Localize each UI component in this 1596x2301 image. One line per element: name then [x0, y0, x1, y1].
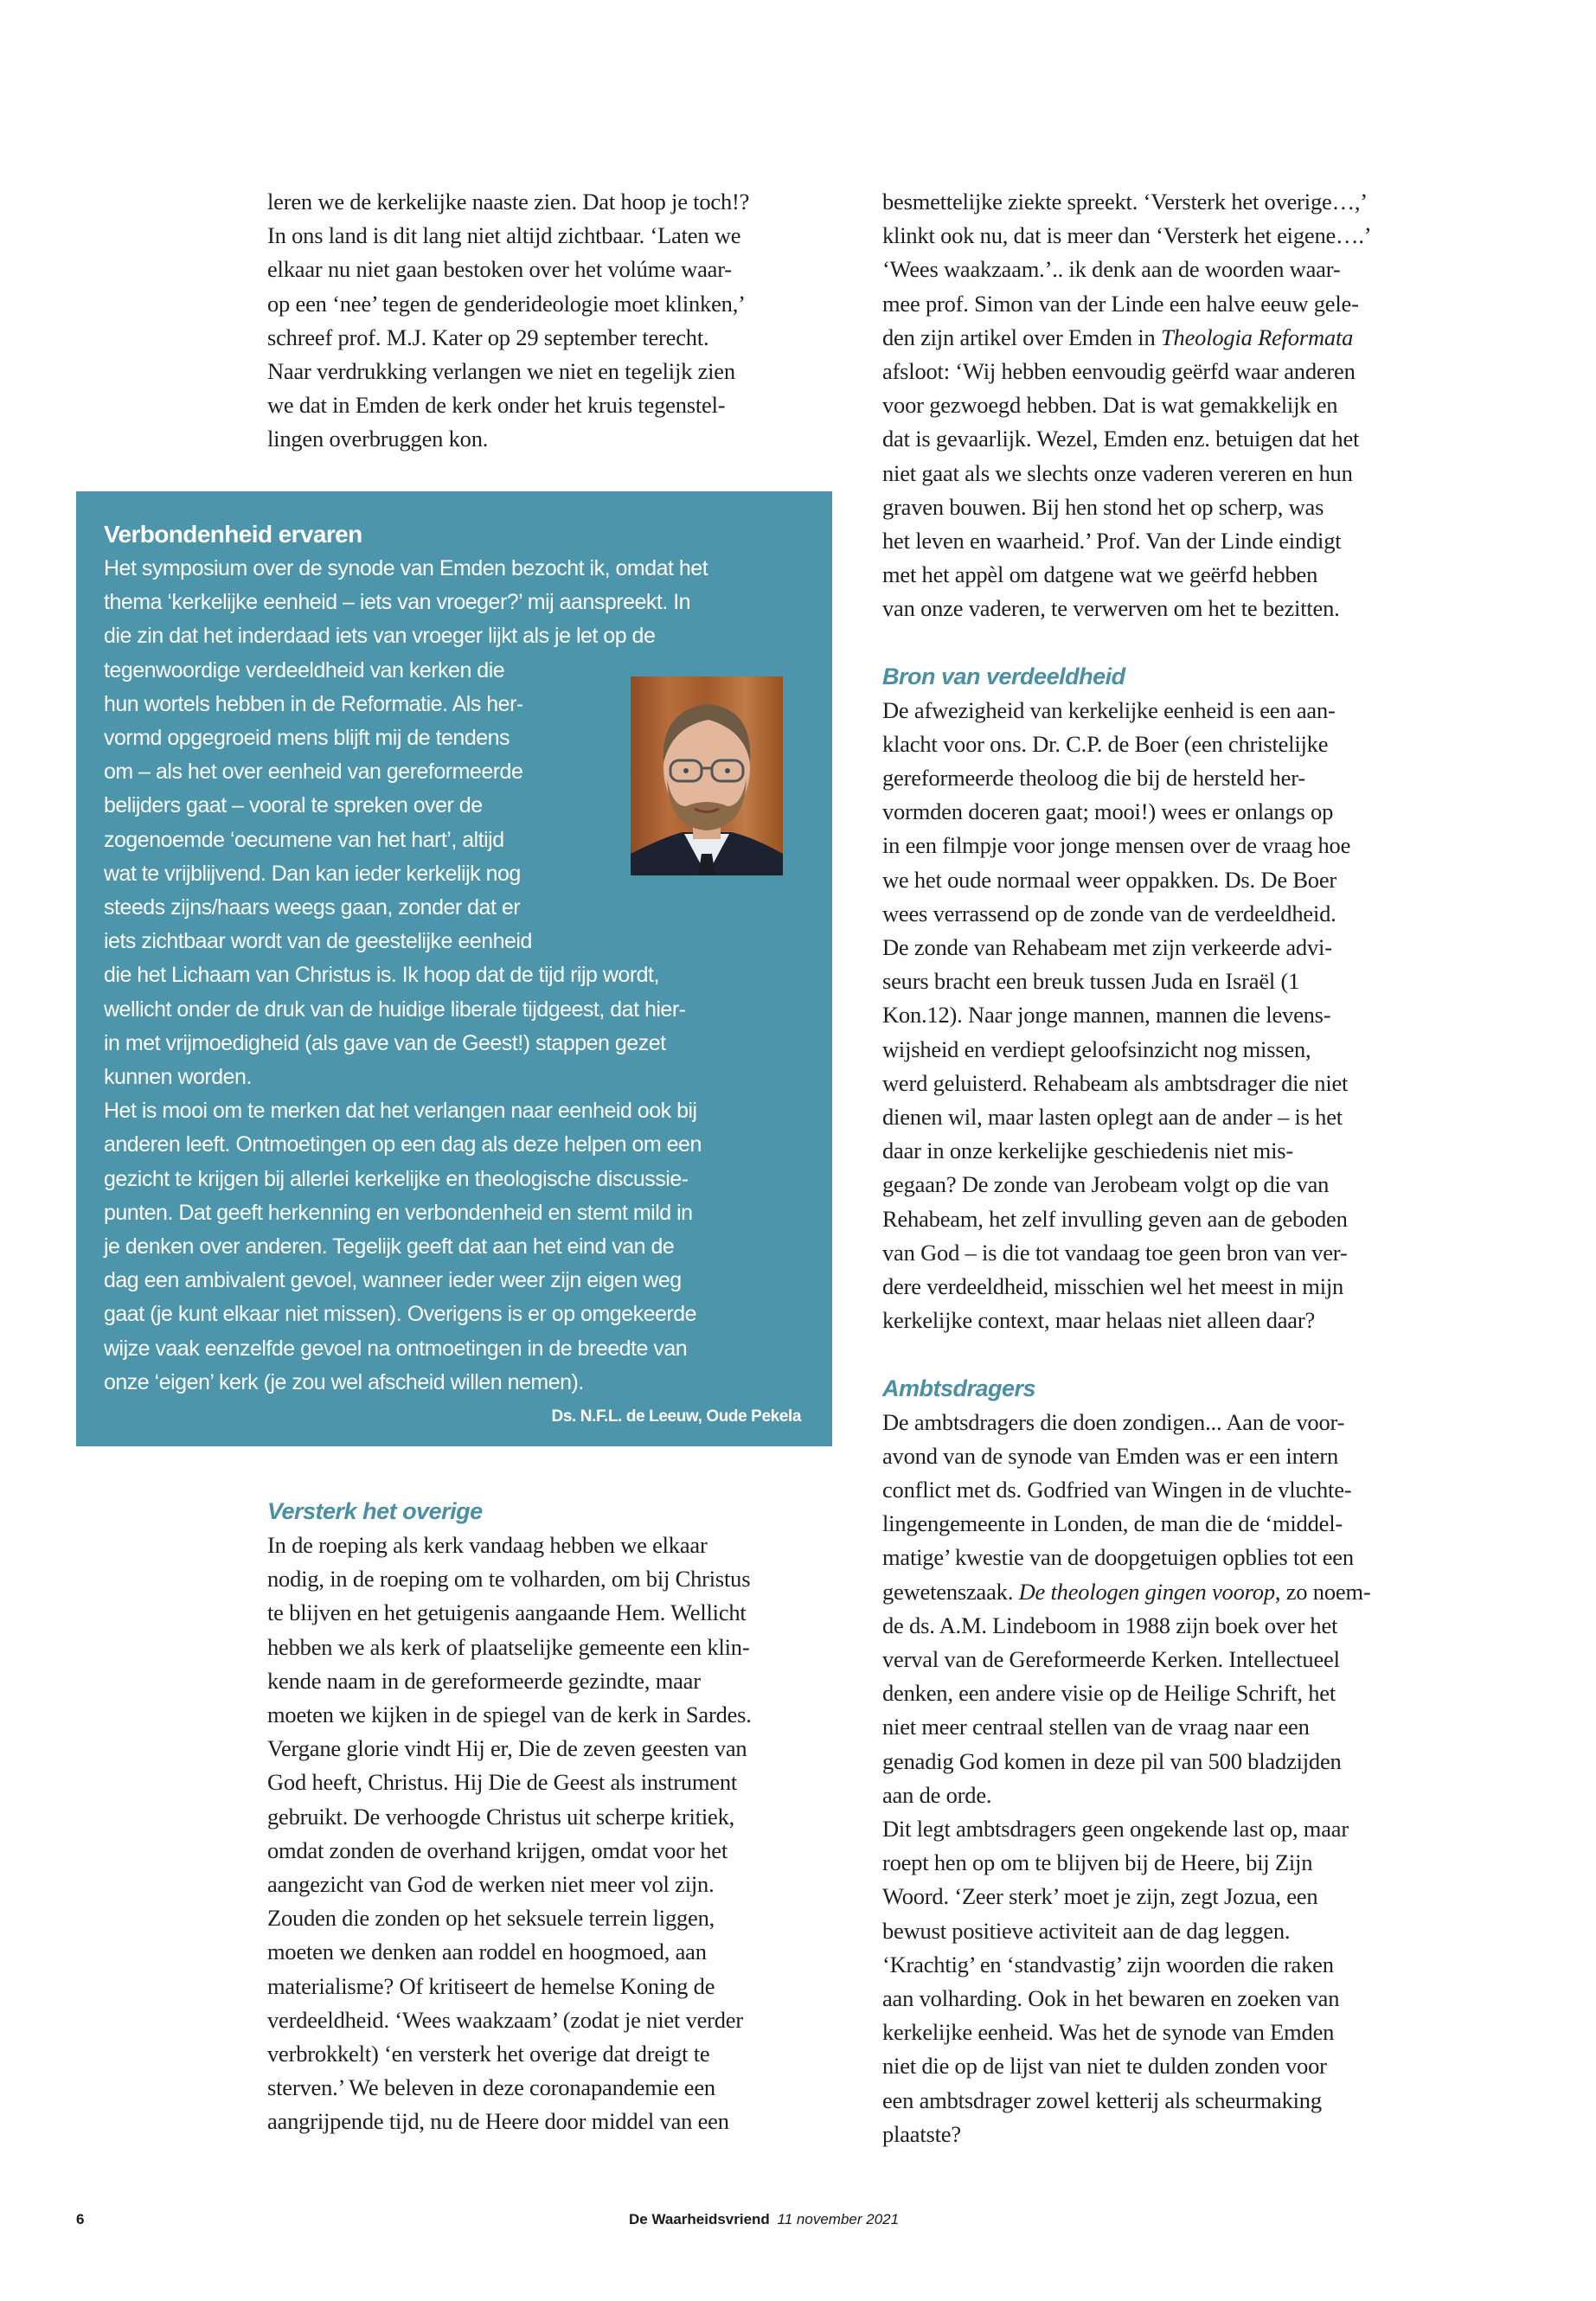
text-line: bewust positieve activiteit aan de dag leggen. — [882, 1917, 1291, 1944]
text-line: te blijven en het getuigenis aangaande Hem. Wellicht — [267, 1599, 747, 1626]
text-line: gebruikt. De verhoogde Christus uit scherpe kritiek, — [267, 1803, 735, 1830]
section-heading-ambtsdragers: Ambtsdragers — [882, 1375, 1036, 1401]
text-line: van onze vaderen, te verwerven om het te bezitten. — [882, 595, 1340, 622]
text-line: een ambtsdrager zowel ketterij als scheurmaking — [882, 2086, 1322, 2113]
text-line: nodig, in de roeping om te volharden, om bij Christus — [267, 1566, 751, 1593]
left-column-top — [267, 185, 838, 457]
text-line: Naar verdrukking verlangen we niet en tegelijk zien — [267, 358, 735, 385]
text-line: dat is gevaarlijk. Wezel, Emden enz. betuigen dat het — [882, 426, 1360, 452]
sidebar-text-line: in met vrijmoedigheid (als gave van de Geest!) stappen gezet — [104, 1030, 666, 1055]
text-line: hebben we als kerk of plaatselijke gemeente een klin- — [267, 1633, 750, 1660]
sidebar-text-line: wijze vaak eenzelfde gevoel na ontmoetingen in de breedte van — [104, 1336, 688, 1361]
text-line: roept hen op om te blijven bij de Heere, bij Zijn — [882, 1849, 1313, 1876]
text-line: afsloot: ‘Wij hebben eenvoudig geërfd waar anderen — [882, 358, 1356, 385]
text-line: niet meer centraal stellen van de vraag naar een — [882, 1714, 1310, 1740]
sidebar-text-line: wat te vrijblijvend. Dan kan ieder kerkelijk nog — [104, 861, 521, 886]
sidebar-text-line: thema ‘kerkelijke eenheid – iets van vroeger?’ mij aanspreekt. In — [104, 590, 691, 615]
text-line: ‘Wees waakzaam.’.. ik denk aan de woorden waar- — [882, 256, 1341, 283]
section-heading-versterk: Versterk het overige — [267, 1498, 483, 1524]
text-line — [882, 321, 1471, 355]
text-line: verbrokkelt) ‘en versterk het overige dat dreigt te — [267, 2041, 710, 2067]
sidebar-text-line: dag een ambivalent gevoel, wanneer ieder weer zijn eigen weg — [104, 1268, 682, 1293]
text-line: verdeeldheid. ‘Wees waakzaam’ (zodat je niet verder — [267, 2006, 743, 2033]
text-line: schreef prof. M.J. Kater op 29 september terecht. — [267, 324, 709, 350]
text-line: we dat in Emden de kerk onder het kruis tegenstel- — [267, 392, 726, 419]
text-line: In ons land is dit lang niet altijd zichtbaar. ‘Laten we — [267, 222, 741, 249]
spacer — [882, 626, 1471, 660]
text-line: lingengemeente in Londen, de man die de ‘middel- — [882, 1510, 1343, 1537]
text-line: kende naam in de gereformeerde gezindte, maar — [267, 1667, 701, 1694]
text-line: materialisme? Of kritiseert de hemelse Koning de — [267, 1972, 715, 1999]
text-line: we het oude normaal weer oppakken. Ds. De Boer — [882, 866, 1337, 893]
text-line: De ambtsdragers die doen zondigen... Aan de voor- — [882, 1408, 1345, 1435]
sidebar-text-line: Het is mooi om te merken dat het verlangen naar eenheid ook bij — [104, 1099, 697, 1124]
text-line: mee prof. Simon van der Linde een halve eeuw gele- — [882, 290, 1359, 317]
text-line: klinkt ook nu, dat is meer dan ‘Versterk het eigene….’ — [882, 222, 1372, 249]
text-line: Woord. ‘Zeer sterk’ moet je zijn, zegt Jozua, een — [882, 1883, 1318, 1910]
text-fragment: , zo noem- — [1274, 1578, 1371, 1605]
text-line: Dit legt ambtsdragers geen ongekende last op, maar — [882, 1815, 1349, 1842]
text-line: met het appèl om datgene wat we geërfd hebben — [882, 561, 1318, 588]
sidebar-title: Verbondenheid ervaren — [104, 521, 362, 548]
text-line: Kon.12). Naar jonge mannen, mannen die levens- — [882, 1002, 1331, 1029]
text-line: gereformeerde theoloog die bij de hersteld her- — [882, 765, 1305, 792]
sidebar-signature: Ds. N.F.L. de Leeuw, Oude Pekela — [551, 1407, 801, 1426]
section-heading-bron: Bron van verdeeldheid — [882, 663, 1125, 689]
sidebar-text-line: belijders gaat – vooral te spreken over de — [104, 793, 483, 818]
text-line: lingen overbruggen kon. — [267, 426, 489, 452]
text-line: graven bouwen. Bij hen stond het op scherp, was — [882, 493, 1324, 520]
author-photo — [631, 676, 783, 875]
text-line: kerkelijke context, maar helaas niet alleen daar? — [882, 1307, 1316, 1334]
text-line: In de roeping als kerk vandaag hebben we elkaar — [267, 1532, 708, 1558]
text-line: plaatste? — [882, 2120, 961, 2147]
text-line: genadig God komen in deze pil van 500 bladzijden — [882, 1747, 1342, 1774]
text-line: in een filmpje voor jonge mensen over de vraag hoe — [882, 832, 1351, 859]
sidebar-text-line: vormd opgegroeid mens blijft mij de tendens — [104, 726, 510, 751]
text-line: moeten we denken aan roddel en hoogmoed, aan — [267, 1939, 707, 1965]
paragraph-intro — [882, 185, 1471, 626]
text-line: leren we de kerkelijke naaste zien. Dat hoop je toch!? — [267, 189, 750, 215]
sidebar-text-line: tegenwoordige verdeeldheid van kerken die — [104, 657, 505, 683]
text-line: vormden doceren gaat; mooi!) wees er onlangs op — [882, 798, 1334, 825]
sidebar-text-line: je denken over anderen. Tegelijk geeft dat aan het eind van de — [104, 1234, 675, 1259]
spacer — [882, 1338, 1471, 1372]
left-column-bottom — [267, 1495, 838, 2139]
sidebar-text-line: punten. Dat geeft herkenning en verbondenheid en stemt mild in — [104, 1200, 693, 1225]
text-line: kerkelijke eenheid. Was het de synode van Emden — [882, 2019, 1335, 2046]
text-line: seurs bracht een breuk tussen Juda en Israël (1 — [882, 968, 1300, 995]
text-line: moeten we kijken in de spiegel van de kerk in Sardes. — [267, 1702, 752, 1728]
text-line: besmettelijke ziekte spreekt. ‘Versterk het overige…,’ — [882, 189, 1368, 215]
text-line: omdat zonden de overhand krijgen, omdat voor het — [267, 1836, 728, 1863]
text-line: wees verrassend op de zonde van de verdeeldheid. — [882, 900, 1336, 926]
sidebar-text-line: wellicht onder de druk van de huidige liberale tijdgeest, dat hier- — [104, 997, 686, 1022]
text-line: aangrijpende tijd, nu de Heere door middel van een — [267, 2108, 729, 2135]
sidebar-text-line: kunnen worden. — [104, 1065, 252, 1090]
sidebar-box-verbondenheid — [76, 491, 832, 1446]
sidebar-text-line: iets zichtbaar wordt van de geestelijke eenheid — [104, 929, 532, 954]
paragraph — [267, 185, 838, 457]
paragraph — [267, 1529, 838, 2139]
text-line: avond van de synode van Emden was er een intern — [882, 1442, 1339, 1469]
text-line: De afwezigheid van kerkelijke eenheid is een aan- — [882, 696, 1336, 723]
text-fragment: den zijn artikel over Emden in — [882, 324, 1161, 350]
text-line: niet gaat als we slechts onze vaderen vereren en hun — [882, 459, 1353, 486]
text-line: het leven en waarheid.’ Prof. Van der Linde eindigt — [882, 528, 1342, 554]
text-line: dere verdeeldheid, misschien wel het meest in mijn — [882, 1273, 1344, 1300]
publication-date: 11 november 2021 — [777, 2211, 900, 2227]
text-line: conflict met ds. Godfried van Wingen in de vluchte- — [882, 1476, 1352, 1503]
paragraph-ambtsdragers — [882, 1406, 1471, 2151]
text-line: matige’ kwestie van de doopgetuigen opblies tot een — [882, 1544, 1354, 1571]
text-line: gegaan? De zonde van Jerobeam volgt op die van — [882, 1171, 1330, 1198]
portrait-icon — [631, 676, 783, 875]
sidebar-text-line: die het Lichaam van Christus is. Ik hoop dat de tijd rijp wordt, — [104, 963, 659, 988]
sidebar-text-line: gaat (je kunt elkaar niet missen). Overigens is er op omgekeerde — [104, 1302, 697, 1327]
text-line: niet die op de lijst van niet te dulden zonden voor — [882, 2053, 1327, 2080]
sidebar-text-line: steeds zijns/haars weegs gaan, zonder dat er — [104, 895, 521, 920]
text-line: aan volharding. Ook in het bewaren en zoeken van — [882, 1984, 1340, 2011]
text-line — [882, 1575, 1471, 1609]
text-line: van God – is die tot vandaag toe geen bron van ver- — [882, 1239, 1348, 1266]
text-line: Zouden die zonden op het seksuele terrein liggen, — [267, 1905, 715, 1932]
text-line: de ds. A.M. Lindeboom in 1988 zijn boek over het — [882, 1612, 1338, 1638]
footer-publication — [629, 2211, 899, 2228]
text-line: dienen wil, maar lasten oplegt aan de ander – is het — [882, 1104, 1343, 1131]
publication-name: De Waarheidsvriend — [629, 2211, 770, 2227]
sidebar-text-line: anderen leeft. Ontmoetingen op een dag als deze helpen om een — [104, 1132, 702, 1157]
text-line: aan de orde. — [882, 1781, 992, 1808]
text-line: daar in onze kerkelijke geschiedenis niet mis- — [882, 1138, 1293, 1164]
text-line: verval van de Gereformeerde Kerken. Intellectueel — [882, 1645, 1340, 1672]
text-line: werd geluisterd. Rehabeam als ambtsdrager die niet — [882, 1069, 1349, 1096]
text-line: aangezicht van God de werken niet meer vol zijn. — [267, 1871, 715, 1898]
text-line: elkaar nu niet gaan bestoken over het volúme waar- — [267, 256, 732, 283]
sidebar-text-line: gezicht te krijgen bij allerlei kerkelijke en theologische discussie- — [104, 1166, 689, 1191]
text-line: Rehabeam, het zelf invulling geven aan de geboden — [882, 1205, 1348, 1232]
text-line: God heeft, Christus. Hij Die de Geest als instrument — [267, 1769, 738, 1796]
sidebar-text-line: die zin dat het inderdaad iets van vroeger lijkt als je let op de — [104, 624, 656, 649]
journal-title: Theologia Reformata — [1161, 324, 1354, 350]
text-line: klacht voor ons. Dr. C.P. de Boer (een christelijke — [882, 730, 1329, 757]
sidebar-text-line: onze ‘eigen’ kerk (je zou wel afscheid willen nemen). — [104, 1369, 584, 1394]
sidebar-text-line: hun wortels hebben in de Reformatie. Als her- — [104, 691, 523, 716]
text-line: sterven.’ We beleven in deze coronapandemie een — [267, 2074, 715, 2101]
text-line: denken, een andere visie op de Heilige Schrift, het — [882, 1680, 1336, 1707]
sidebar-text-line: Het symposium over de synode van Emden bezocht ik, omdat het — [104, 556, 708, 580]
text-line: op een ‘nee’ tegen de genderideologie moet klinken,’ — [267, 290, 746, 317]
sidebar-text-line: zogenoemde ‘oecumene van het hart’, altijd — [104, 827, 504, 852]
text-line: De zonde van Rehabeam met zijn verkeerde advi- — [882, 934, 1332, 961]
paragraph-bron — [882, 694, 1471, 1338]
sidebar-text-line: om – als het over eenheid van gereformeerde — [104, 760, 523, 785]
text-fragment: gewetenszaak. — [882, 1578, 1019, 1605]
text-line: voor gezwoegd hebben. Dat is wat gemakkelijk en — [882, 392, 1338, 419]
text-line: Vergane glorie vindt Hij er, Die de zeven geesten van — [267, 1735, 747, 1762]
text-line: ‘Krachtig’ en ‘standvastig’ zijn woorden die raken — [882, 1951, 1334, 1977]
right-column — [882, 185, 1471, 2151]
page-number: 6 — [76, 2211, 85, 2227]
book-title: De theologen gingen voorop — [1018, 1578, 1275, 1605]
text-line: wijsheid en verdiept geloofsinzicht nog missen, — [882, 1035, 1311, 1062]
